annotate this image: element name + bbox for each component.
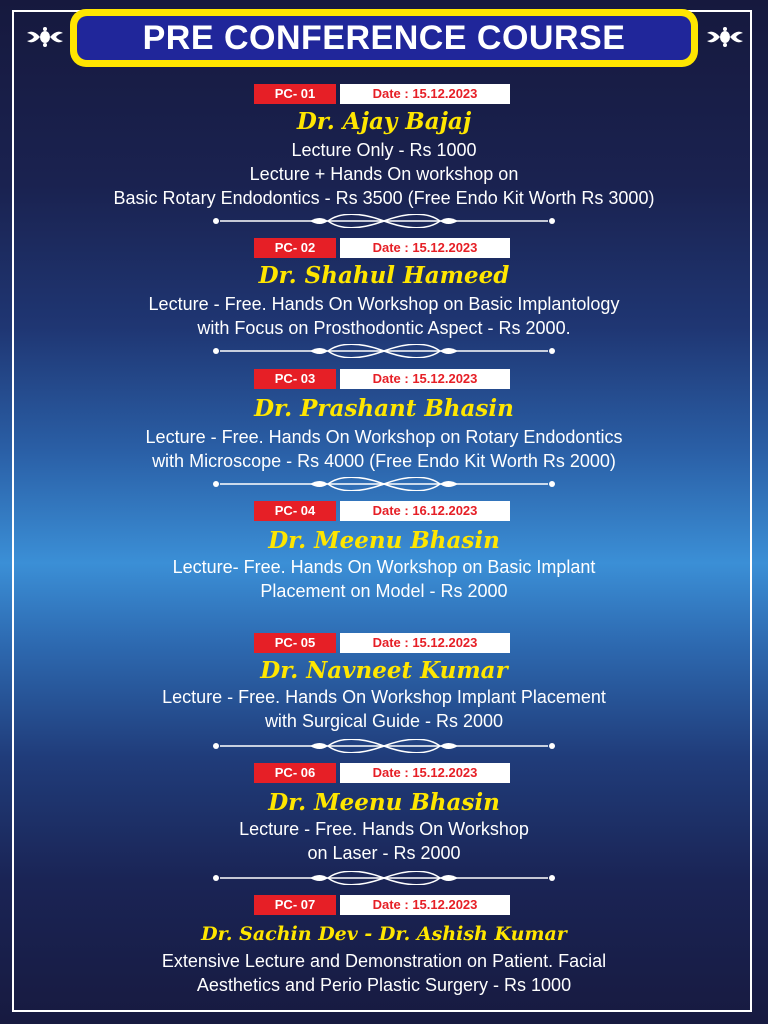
course-code-badge: PC- 01 <box>254 84 336 104</box>
scroll-divider-icon <box>210 739 558 753</box>
speaker-name: Dr. Meenu Bhasin <box>268 527 500 554</box>
course-tag <box>254 895 510 915</box>
course-description-line: Placement on Model - Rs 2000 <box>260 581 508 601</box>
course-date-badge: Date : 15.12.2023 <box>340 895 510 915</box>
course-code-badge: PC- 06 <box>254 763 336 783</box>
speaker-name: Dr. Shahul Hameed <box>258 262 510 289</box>
page-title: PRE CONFERENCE COURSE <box>142 18 626 57</box>
course-code-badge: PC- 03 <box>254 369 336 389</box>
course-tag <box>254 84 510 104</box>
course-description-line: with Surgical Guide - Rs 2000 <box>264 711 504 731</box>
speaker-name: Dr. Sachin Dev - Dr. Ashish Kumar <box>201 923 567 945</box>
course-tag <box>254 633 510 653</box>
course-description-line: with Microscope - Rs 4000 (Free Endo Kit Worth Rs 2000) <box>152 451 616 471</box>
course-description-line: Lecture Only - Rs 1000 <box>291 140 477 160</box>
scroll-divider-icon <box>210 344 558 358</box>
course-date-badge: Date : 15.12.2023 <box>340 238 510 258</box>
speaker-name: Dr. Prashant Bhasin <box>254 395 514 422</box>
fleuron-ornament-icon <box>26 26 64 48</box>
course-description-line: Aesthetics and Perio Plastic Surgery - Rs 1000 <box>196 975 572 995</box>
course-code-badge: PC- 02 <box>254 238 336 258</box>
course-code-badge: PC- 07 <box>254 895 336 915</box>
course-date-badge: Date : 15.12.2023 <box>340 763 510 783</box>
course-tag <box>254 501 510 521</box>
title-banner <box>70 9 698 67</box>
fleuron-ornament-icon <box>706 26 744 48</box>
course-description-line: Lecture - Free. Hands On Workshop on Rotary Endodontics <box>145 427 623 447</box>
course-description-line: Lecture - Free. Hands On Workshop <box>239 819 529 839</box>
course-description-line: Extensive Lecture and Demonstration on Patient. Facial <box>161 951 607 971</box>
course-tag <box>254 763 510 783</box>
course-date-badge: Date : 15.12.2023 <box>340 633 510 653</box>
speaker-name: Dr. Ajay Bajaj <box>296 108 472 135</box>
scroll-divider-icon <box>210 214 558 228</box>
course-date-badge: Date : 16.12.2023 <box>340 501 510 521</box>
course-description-line: Lecture - Free. Hands On Workshop on Basic Implantology <box>148 294 620 314</box>
course-description-line: on Laser - Rs 2000 <box>307 843 461 863</box>
course-tag <box>254 238 510 258</box>
course-date-badge: Date : 15.12.2023 <box>340 369 510 389</box>
course-description-line: Lecture- Free. Hands On Workshop on Basic Implant <box>172 557 596 577</box>
scroll-divider-icon <box>210 477 558 491</box>
course-code-badge: PC- 04 <box>254 501 336 521</box>
speaker-name: Dr. Navneet Kumar <box>260 657 508 684</box>
speaker-name: Dr. Meenu Bhasin <box>268 789 500 816</box>
course-tag <box>254 369 510 389</box>
course-description-line: Lecture + Hands On workshop on <box>249 164 519 184</box>
course-code-badge: PC- 05 <box>254 633 336 653</box>
course-description-line: with Focus on Prosthodontic Aspect - Rs 2000. <box>197 318 571 338</box>
course-date-badge: Date : 15.12.2023 <box>340 84 510 104</box>
scroll-divider-icon <box>210 871 558 885</box>
course-description-line: Lecture - Free. Hands On Workshop Implant Placement <box>162 687 606 707</box>
title-banner-inner <box>77 16 691 60</box>
course-description-line: Basic Rotary Endodontics - Rs 3500 (Free Endo Kit Worth Rs 3000) <box>113 188 655 208</box>
